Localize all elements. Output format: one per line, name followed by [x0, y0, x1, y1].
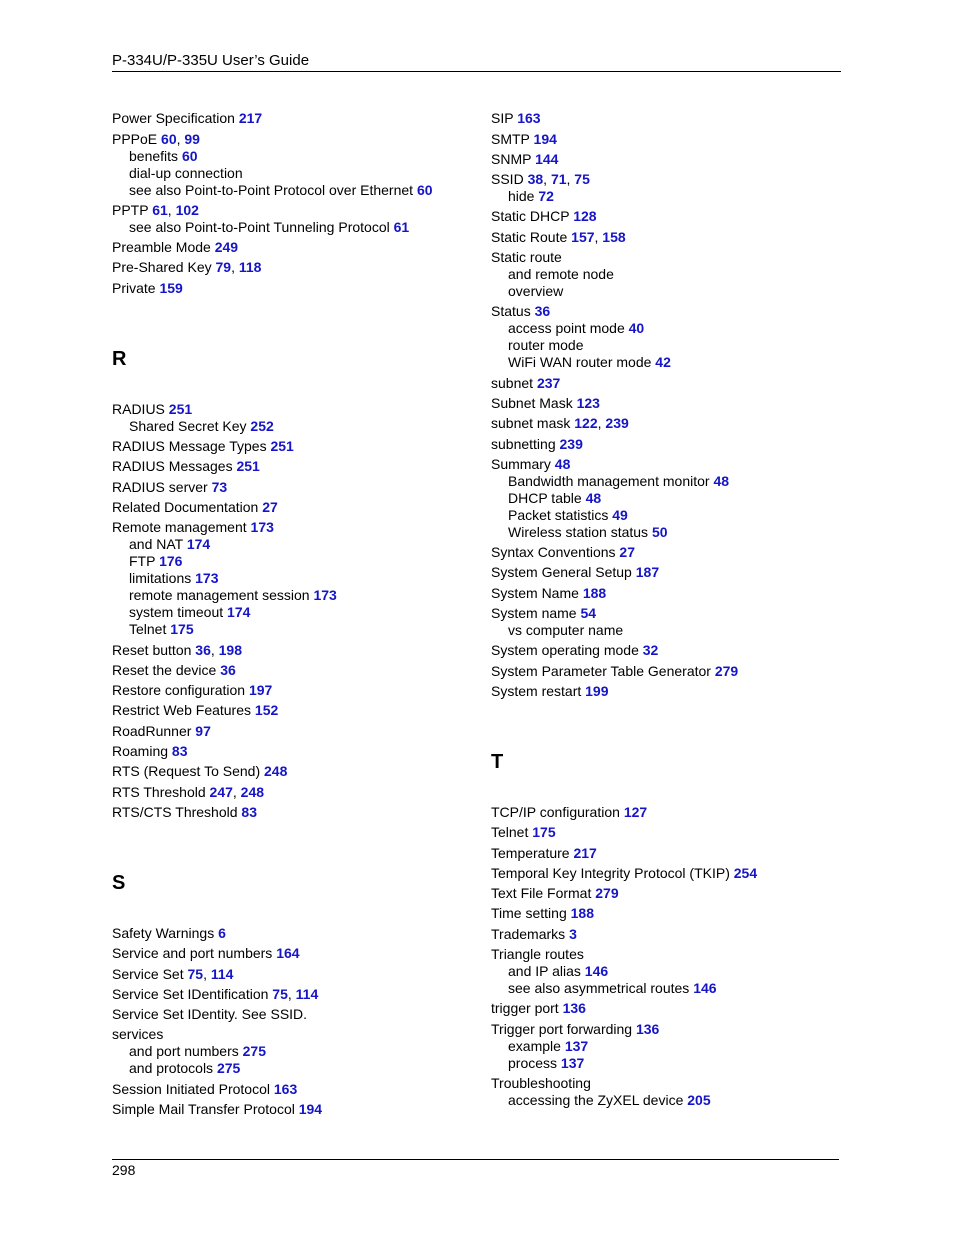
index-entry: [491, 303, 851, 320]
index-entry: [491, 885, 851, 902]
index-entry: [112, 1101, 472, 1118]
index-term: TCP/IP configuration: [491, 803, 620, 820]
index-term: RTS Threshold: [112, 783, 206, 800]
index-term: and remote node: [508, 266, 614, 283]
index-entry: [491, 1075, 851, 1092]
index-entry: [112, 458, 472, 475]
page-link[interactable]: 48: [554, 455, 571, 472]
page-link[interactable]: 127: [623, 803, 648, 820]
index-term: Safety Warnings: [112, 924, 215, 941]
page-link[interactable]: 174: [227, 604, 251, 621]
index-subentry: [491, 1055, 851, 1072]
index-term: Trigger port forwarding: [491, 1020, 633, 1037]
header-rule: [112, 71, 841, 72]
index-term: and protocols: [129, 1060, 214, 1077]
index-entry: [491, 131, 851, 148]
index-term: WiFi WAN router mode: [508, 354, 652, 371]
index-entry: [491, 436, 851, 453]
index-term: access point mode: [508, 320, 625, 337]
index-term: SSID: [491, 171, 524, 188]
page-link[interactable]: 60: [161, 130, 177, 147]
page-link[interactable]: 251: [236, 458, 260, 475]
index-term: hide: [508, 188, 535, 205]
index-term: Private: [112, 279, 156, 296]
index-term: Summary: [491, 455, 551, 472]
index-entry: Pre-Shared Key 79, 118: [112, 259, 262, 276]
index-term: Syntax Conventions: [491, 544, 616, 561]
index-term: Packet statistics: [508, 506, 609, 523]
index-term: System Parameter Table Generator: [491, 662, 711, 679]
page-link[interactable]: 188: [570, 905, 594, 922]
page-link[interactable]: 164: [276, 945, 300, 962]
index-entry: Service Set 75, 114: [112, 965, 234, 982]
page-link[interactable]: 251: [168, 400, 193, 417]
page-link[interactable]: 136: [562, 1000, 586, 1017]
index-entry: [112, 723, 472, 740]
page-link[interactable]: 128: [573, 208, 597, 225]
index-entry: [491, 151, 851, 168]
index-term: subnet mask: [491, 415, 571, 432]
index-entry: Static Route 157, 158: [491, 228, 626, 245]
page-link[interactable]: 248: [264, 763, 288, 780]
page-link[interactable]: 61: [393, 218, 410, 235]
page-link[interactable]: 99: [184, 130, 200, 147]
index-entry: [491, 1021, 851, 1038]
footer-rule: [112, 1159, 839, 1160]
index-entry: [112, 499, 472, 516]
index-term: DHCP table: [508, 489, 582, 506]
index-term: Session Initiated Protocol: [112, 1080, 270, 1097]
index-entry: [112, 763, 472, 780]
index-entry: [491, 804, 851, 821]
index-term: example: [508, 1037, 561, 1054]
index-entry: [491, 564, 851, 581]
index-term: Troubleshooting: [491, 1074, 591, 1091]
index-subentry: [491, 1038, 851, 1055]
page-link[interactable]: 48: [585, 489, 602, 506]
index-subentry: [491, 188, 851, 205]
index-subentry: [491, 622, 851, 639]
index-entry: [112, 682, 472, 699]
index-term: Reset button: [112, 641, 192, 658]
index-term: Static DHCP: [491, 208, 570, 225]
index-entry: subnet mask 122, 239: [491, 415, 629, 432]
index-term: Pre-Shared Key: [112, 259, 212, 276]
index-term: Shared Secret Key: [129, 417, 247, 434]
index-term: Bandwidth management monitor: [508, 472, 710, 489]
index-term: see also asymmetrical routes: [508, 980, 690, 997]
index-term: Simple Mail Transfer Protocol: [112, 1101, 295, 1118]
index-term: System name: [491, 605, 577, 622]
page-link[interactable]: 163: [273, 1080, 298, 1097]
index-term: Trademarks: [491, 925, 566, 942]
index-term: Service Set IDentification: [112, 985, 269, 1002]
index-term: system timeout: [129, 604, 224, 621]
index-term: RADIUS server: [112, 478, 208, 495]
index-term: Telnet: [491, 824, 529, 841]
page-link[interactable]: 239: [559, 435, 583, 452]
index-entry: [491, 926, 851, 943]
page-link[interactable]: 114: [295, 985, 319, 1002]
page-header-title: P-334U/P-335U User’s Guide: [112, 52, 310, 69]
page-link[interactable]: 6: [218, 924, 226, 941]
index-term: PPPoE: [112, 130, 158, 147]
index-entry: [491, 824, 851, 841]
page-link[interactable]: 38: [527, 171, 544, 188]
page-link[interactable]: 194: [298, 1101, 323, 1118]
index-entry: [112, 925, 472, 942]
index-subentry: [491, 283, 851, 300]
page-link[interactable]: 40: [628, 320, 645, 337]
index-term: limitations: [129, 570, 192, 587]
index-term: RADIUS Messages: [112, 458, 233, 475]
index-entry: [491, 1000, 851, 1017]
index-entry: [112, 662, 472, 679]
index-term: System operating mode: [491, 642, 639, 659]
page-link[interactable]: 61: [152, 201, 168, 218]
index-subentry: [112, 621, 472, 638]
page-link[interactable]: 254: [733, 864, 758, 881]
index-section-letter: R: [112, 347, 127, 370]
index-term: Status: [491, 303, 531, 320]
page-link[interactable]: 279: [714, 662, 739, 679]
page-link[interactable]: 176: [159, 553, 183, 570]
index-entry: [112, 438, 472, 455]
index-term: Telnet: [129, 621, 167, 638]
index-term: RADIUS Message Types: [112, 438, 267, 455]
index-entry: [112, 280, 472, 297]
page-link[interactable]: 275: [216, 1060, 241, 1077]
page-link[interactable]: 48: [713, 472, 730, 489]
index-subentry: [112, 553, 472, 570]
index-term: accessing the ZyXEL device: [508, 1091, 684, 1108]
index-term: Reset the device: [112, 661, 217, 678]
index-term: Service Set: [112, 965, 184, 982]
index-term: RADIUS: [112, 400, 165, 417]
page-link[interactable]: 42: [655, 354, 671, 371]
index-entry: [112, 519, 472, 536]
page-link[interactable]: 252: [250, 417, 274, 434]
index-term: Power Specification: [112, 110, 235, 127]
page-link[interactable]: 251: [270, 438, 294, 455]
page-number: 298: [112, 1162, 136, 1178]
page-link[interactable]: 173: [195, 570, 219, 587]
index-entry: PPTP 61, 102: [112, 201, 199, 218]
index-term: SIP: [491, 110, 514, 127]
index-entry: [491, 456, 851, 473]
index-entry: [491, 663, 851, 680]
index-term: PPTP: [112, 201, 149, 218]
page-link[interactable]: 279: [595, 885, 619, 902]
index-term: SMTP: [491, 130, 530, 147]
index-term: RTS (Request To Send): [112, 763, 261, 780]
index-term: router mode: [508, 337, 584, 354]
page-link[interactable]: 197: [248, 682, 273, 699]
page-link[interactable]: 173: [250, 519, 274, 536]
page-link[interactable]: 102: [175, 201, 199, 218]
index-column-left: [112, 107, 472, 1118]
index-term: RTS/CTS Threshold: [112, 803, 238, 820]
page-link[interactable]: 83: [241, 803, 257, 820]
page-link[interactable]: 175: [170, 621, 194, 638]
index-term: Temperature: [491, 844, 570, 861]
index-term: FTP: [129, 553, 156, 570]
index-subentry: [491, 490, 851, 507]
index-entry: [112, 1081, 472, 1098]
index-entry: [491, 605, 851, 622]
page-link[interactable]: 275: [242, 1043, 266, 1060]
index-term: Restore configuration: [112, 682, 246, 699]
page-link[interactable]: 114: [210, 965, 234, 982]
page-link[interactable]: 122: [574, 415, 598, 432]
index-subentry: [491, 473, 851, 490]
page-link[interactable]: 71: [550, 171, 567, 188]
page-link[interactable]: 157: [571, 228, 595, 245]
index-entry: [491, 865, 851, 882]
index-column-right: [491, 107, 851, 1109]
index-term: Wireless station status: [508, 523, 649, 540]
page-link[interactable]: 3: [569, 925, 577, 942]
page-link[interactable]: 79: [215, 259, 232, 276]
index-subentry: [491, 320, 851, 337]
index-entry: [491, 946, 851, 963]
page-link[interactable]: 49: [612, 506, 628, 523]
index-subentry: [112, 587, 472, 604]
index-entry: [491, 845, 851, 862]
index-entry: [112, 1026, 472, 1043]
index-term: Roaming: [112, 743, 169, 760]
page-link[interactable]: 97: [195, 722, 211, 739]
index-entry: [491, 905, 851, 922]
index-entry: [491, 375, 851, 392]
index-term: System Name: [491, 584, 579, 601]
page-link[interactable]: 146: [584, 963, 609, 980]
index-entry: [112, 804, 472, 821]
index-term: see also Point-to-Point Protocol over Ethernet: [129, 181, 414, 198]
index-entry: Reset button 36, 198: [112, 641, 242, 658]
page-link[interactable]: 60: [181, 147, 198, 164]
index-term: Static route: [491, 249, 562, 266]
index-term: Temporal Key Integrity Protocol (TKIP): [491, 864, 730, 881]
page-link[interactable]: 54: [580, 605, 597, 622]
index-term: vs computer name: [508, 622, 624, 639]
index-term: benefits: [129, 147, 179, 164]
index-entry: [491, 249, 851, 266]
page-link[interactable]: 173: [313, 587, 337, 604]
index-term: and NAT: [129, 536, 183, 553]
index-subentry: [112, 182, 472, 199]
page-link[interactable]: 205: [687, 1091, 711, 1108]
index-term: remote management session: [129, 587, 310, 604]
index-subentry: [491, 1092, 851, 1109]
index-subentry: [112, 1043, 472, 1060]
page-link[interactable]: 217: [573, 844, 597, 861]
index-term: Static Route: [491, 228, 568, 245]
page-link[interactable]: 36: [195, 641, 211, 658]
page-link[interactable]: 237: [536, 374, 561, 391]
page-link[interactable]: 194: [533, 130, 557, 147]
page-link[interactable]: 152: [254, 702, 279, 719]
index-subentry: [491, 337, 851, 354]
index-term: see also Point-to-Point Tunneling Protocol: [129, 218, 390, 235]
index-entry: [112, 110, 472, 127]
page-link[interactable]: 50: [651, 523, 668, 540]
page-link[interactable]: 75: [272, 985, 288, 1002]
index-term: RoadRunner: [112, 722, 192, 739]
page-link[interactable]: 137: [564, 1037, 589, 1054]
index-entry: SSID 38, 71, 75: [491, 171, 590, 188]
index-entry: [491, 110, 851, 127]
page-link[interactable]: 239: [605, 415, 629, 432]
index-entry: [491, 683, 851, 700]
page-link[interactable]: 75: [574, 171, 590, 188]
index-term: Remote management: [112, 519, 247, 536]
index-subentry: [112, 604, 472, 621]
index-term: and port numbers: [129, 1043, 239, 1060]
page-link[interactable]: 123: [576, 394, 600, 411]
index-term: Subnet Mask: [491, 394, 573, 411]
index-term: trigger port: [491, 1000, 559, 1017]
index-entry: [491, 395, 851, 412]
page-link[interactable]: 72: [538, 188, 554, 205]
page-link[interactable]: 163: [517, 110, 541, 127]
index-subentry: [112, 536, 472, 553]
page-link[interactable]: 137: [560, 1054, 585, 1071]
page-link[interactable]: 187: [635, 564, 660, 581]
page-link[interactable]: 159: [159, 279, 183, 296]
index-entry: RTS Threshold 247, 248: [112, 783, 265, 800]
index-term: overview: [508, 283, 564, 300]
index-term: System restart: [491, 682, 582, 699]
page-link[interactable]: 248: [240, 783, 265, 800]
index-entry: [112, 479, 472, 496]
index-subentry: [491, 354, 851, 371]
index-subentry: [491, 963, 851, 980]
index-term: SNMP: [491, 150, 532, 167]
page-link[interactable]: 249: [214, 239, 239, 256]
index-term: subnetting: [491, 435, 556, 452]
page-link[interactable]: 73: [211, 478, 228, 495]
page-link[interactable]: 136: [635, 1020, 660, 1037]
page-link[interactable]: 198: [218, 641, 242, 658]
page-link[interactable]: 36: [220, 661, 236, 678]
index-term: Service and port numbers: [112, 945, 273, 962]
index-entry: [112, 743, 472, 760]
index-section-letter: T: [491, 750, 504, 773]
index-subentry: [112, 219, 472, 236]
page-link[interactable]: 32: [642, 642, 659, 659]
index-subentry: [112, 1060, 472, 1077]
page-link[interactable]: 83: [171, 743, 188, 760]
page-link[interactable]: 60: [416, 181, 433, 198]
page-link[interactable]: 146: [693, 980, 717, 997]
index-subentry: [491, 980, 851, 997]
index-subentry: [112, 165, 472, 182]
index-entry: [112, 702, 472, 719]
index-subentry: [491, 524, 851, 541]
page-link[interactable]: 175: [532, 824, 556, 841]
index-entry: [112, 401, 472, 418]
page-link[interactable]: 199: [585, 682, 609, 699]
index-entry: PPPoE 60, 99: [112, 130, 200, 147]
page-link[interactable]: 75: [187, 965, 204, 982]
index-term: dial-up connection: [129, 164, 243, 181]
page-link[interactable]: 174: [186, 536, 211, 553]
index-subentry: [112, 570, 472, 587]
page-link[interactable]: 217: [238, 110, 263, 127]
index-term: Restrict Web Features: [112, 702, 252, 719]
page-link[interactable]: 158: [602, 228, 626, 245]
index-subentry: [491, 266, 851, 283]
index-entry: [491, 208, 851, 225]
index-subentry: [491, 507, 851, 524]
index-term: Related Documentation: [112, 498, 259, 515]
index-term: subnet: [491, 374, 534, 391]
index-term: services: [112, 1026, 164, 1043]
page-link[interactable]: 118: [238, 259, 262, 276]
index-term: Text File Format: [491, 885, 592, 902]
index-entry: [491, 585, 851, 602]
index-entry: Service Set IDentification 75, 114: [112, 985, 319, 1002]
index-entry: [491, 544, 851, 561]
page-link[interactable]: 27: [262, 498, 278, 515]
index-term: System General Setup: [491, 564, 632, 581]
index-term: process: [508, 1054, 558, 1071]
page-link[interactable]: 27: [619, 544, 635, 561]
index-term: Service Set IDentity. See SSID.: [112, 1006, 308, 1023]
index-entry: [491, 642, 851, 659]
index-subentry: [112, 148, 472, 165]
index-entry: [112, 239, 472, 256]
index-term: Time setting: [491, 905, 567, 922]
page-link[interactable]: 247: [209, 783, 233, 800]
page-link[interactable]: 188: [582, 584, 607, 601]
page-link[interactable]: 144: [535, 150, 559, 167]
index-entry: [112, 945, 472, 962]
page-link[interactable]: 36: [534, 303, 551, 320]
index-section-letter: S: [112, 871, 126, 894]
index-term: Triangle routes: [491, 946, 584, 963]
index-term: Preamble Mode: [112, 239, 211, 256]
index-subentry: [112, 418, 472, 435]
index-term: and IP alias: [508, 963, 581, 980]
index-entry: [112, 1006, 472, 1023]
